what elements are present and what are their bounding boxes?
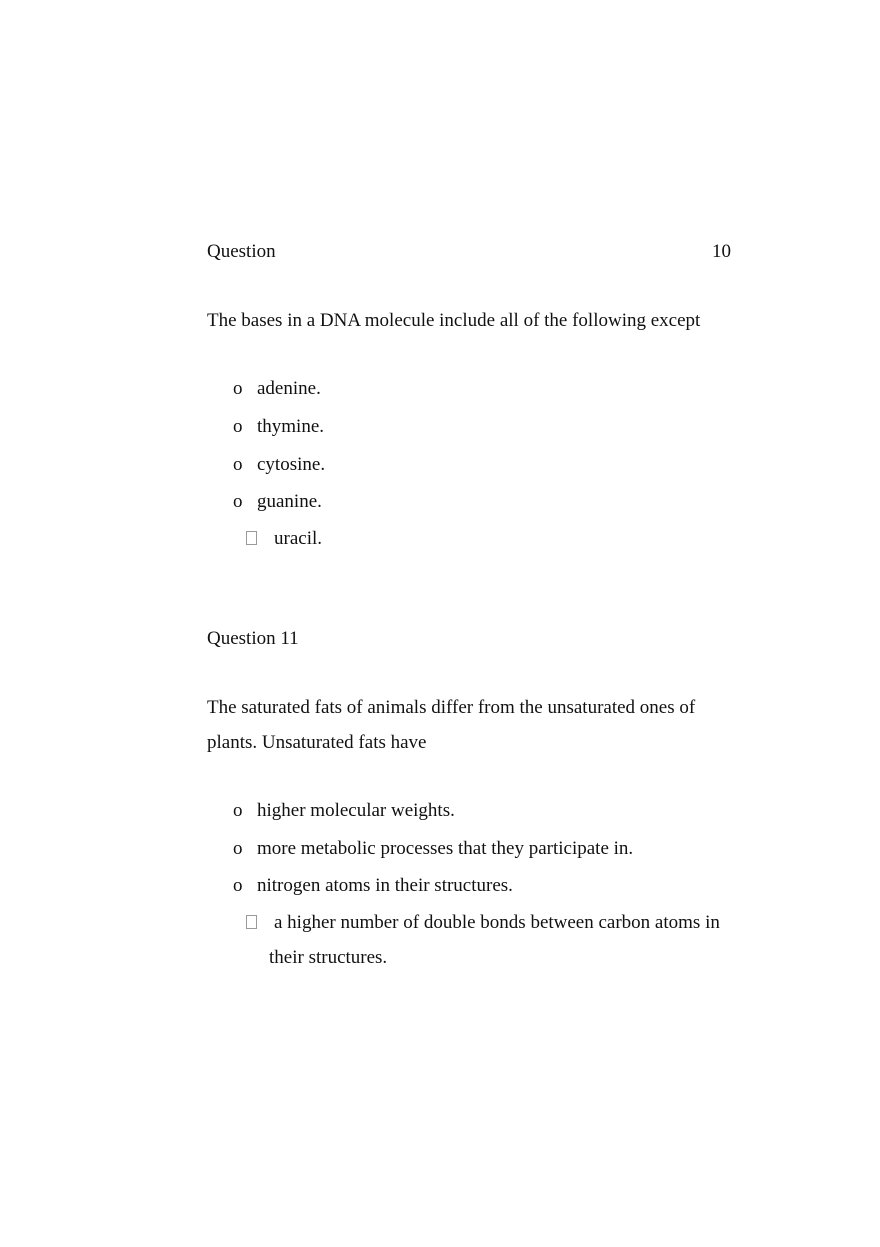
question-label: Question xyxy=(207,241,276,262)
option-bullet: o xyxy=(233,800,243,821)
option-item[interactable] xyxy=(233,837,633,861)
prompt-line: The saturated fats of animals differ from the unsaturated ones of xyxy=(207,697,696,718)
option-bullet: o xyxy=(233,416,243,437)
option-bullet: o xyxy=(233,378,243,399)
option-bullet: o xyxy=(233,491,243,512)
option-bullet: o xyxy=(233,838,243,859)
option-text: thymine. xyxy=(257,416,325,437)
question-11-header xyxy=(207,627,731,651)
option-text: higher molecular weights. xyxy=(257,800,455,821)
option-text: cytosine. xyxy=(257,454,326,475)
option-text: a higher number of double bonds between carbon atoms in xyxy=(274,912,720,933)
checkbox-icon xyxy=(246,531,257,545)
marked-option-item[interactable] xyxy=(246,521,766,556)
option-bullet: o xyxy=(233,454,243,475)
option-text: guanine. xyxy=(257,491,322,512)
option-text: adenine. xyxy=(257,378,321,399)
option-item[interactable] xyxy=(233,453,325,477)
option-text: more metabolic processes that they participate in. xyxy=(257,838,634,859)
question-10-prompt: The bases in a DNA molecule include all of the following except xyxy=(207,310,701,331)
option-bullet: o xyxy=(233,875,243,896)
option-text-continuation: their structures. xyxy=(269,947,388,968)
option-text: nitrogen atoms in their structures. xyxy=(257,875,513,896)
question-number: 10 xyxy=(712,241,731,262)
option-item[interactable] xyxy=(233,415,324,439)
option-item[interactable] xyxy=(233,377,321,401)
option-item[interactable] xyxy=(233,799,455,823)
option-item[interactable] xyxy=(233,490,322,514)
question-label: Question 11 xyxy=(207,628,299,649)
prompt-line: plants. Unsaturated fats have xyxy=(207,732,427,753)
option-item[interactable] xyxy=(233,874,513,898)
checkbox-icon xyxy=(246,915,257,929)
marked-option-item[interactable] xyxy=(246,905,766,975)
question-11-prompt xyxy=(207,690,747,760)
option-text: uracil. xyxy=(274,528,323,549)
question-10-header xyxy=(207,240,731,264)
